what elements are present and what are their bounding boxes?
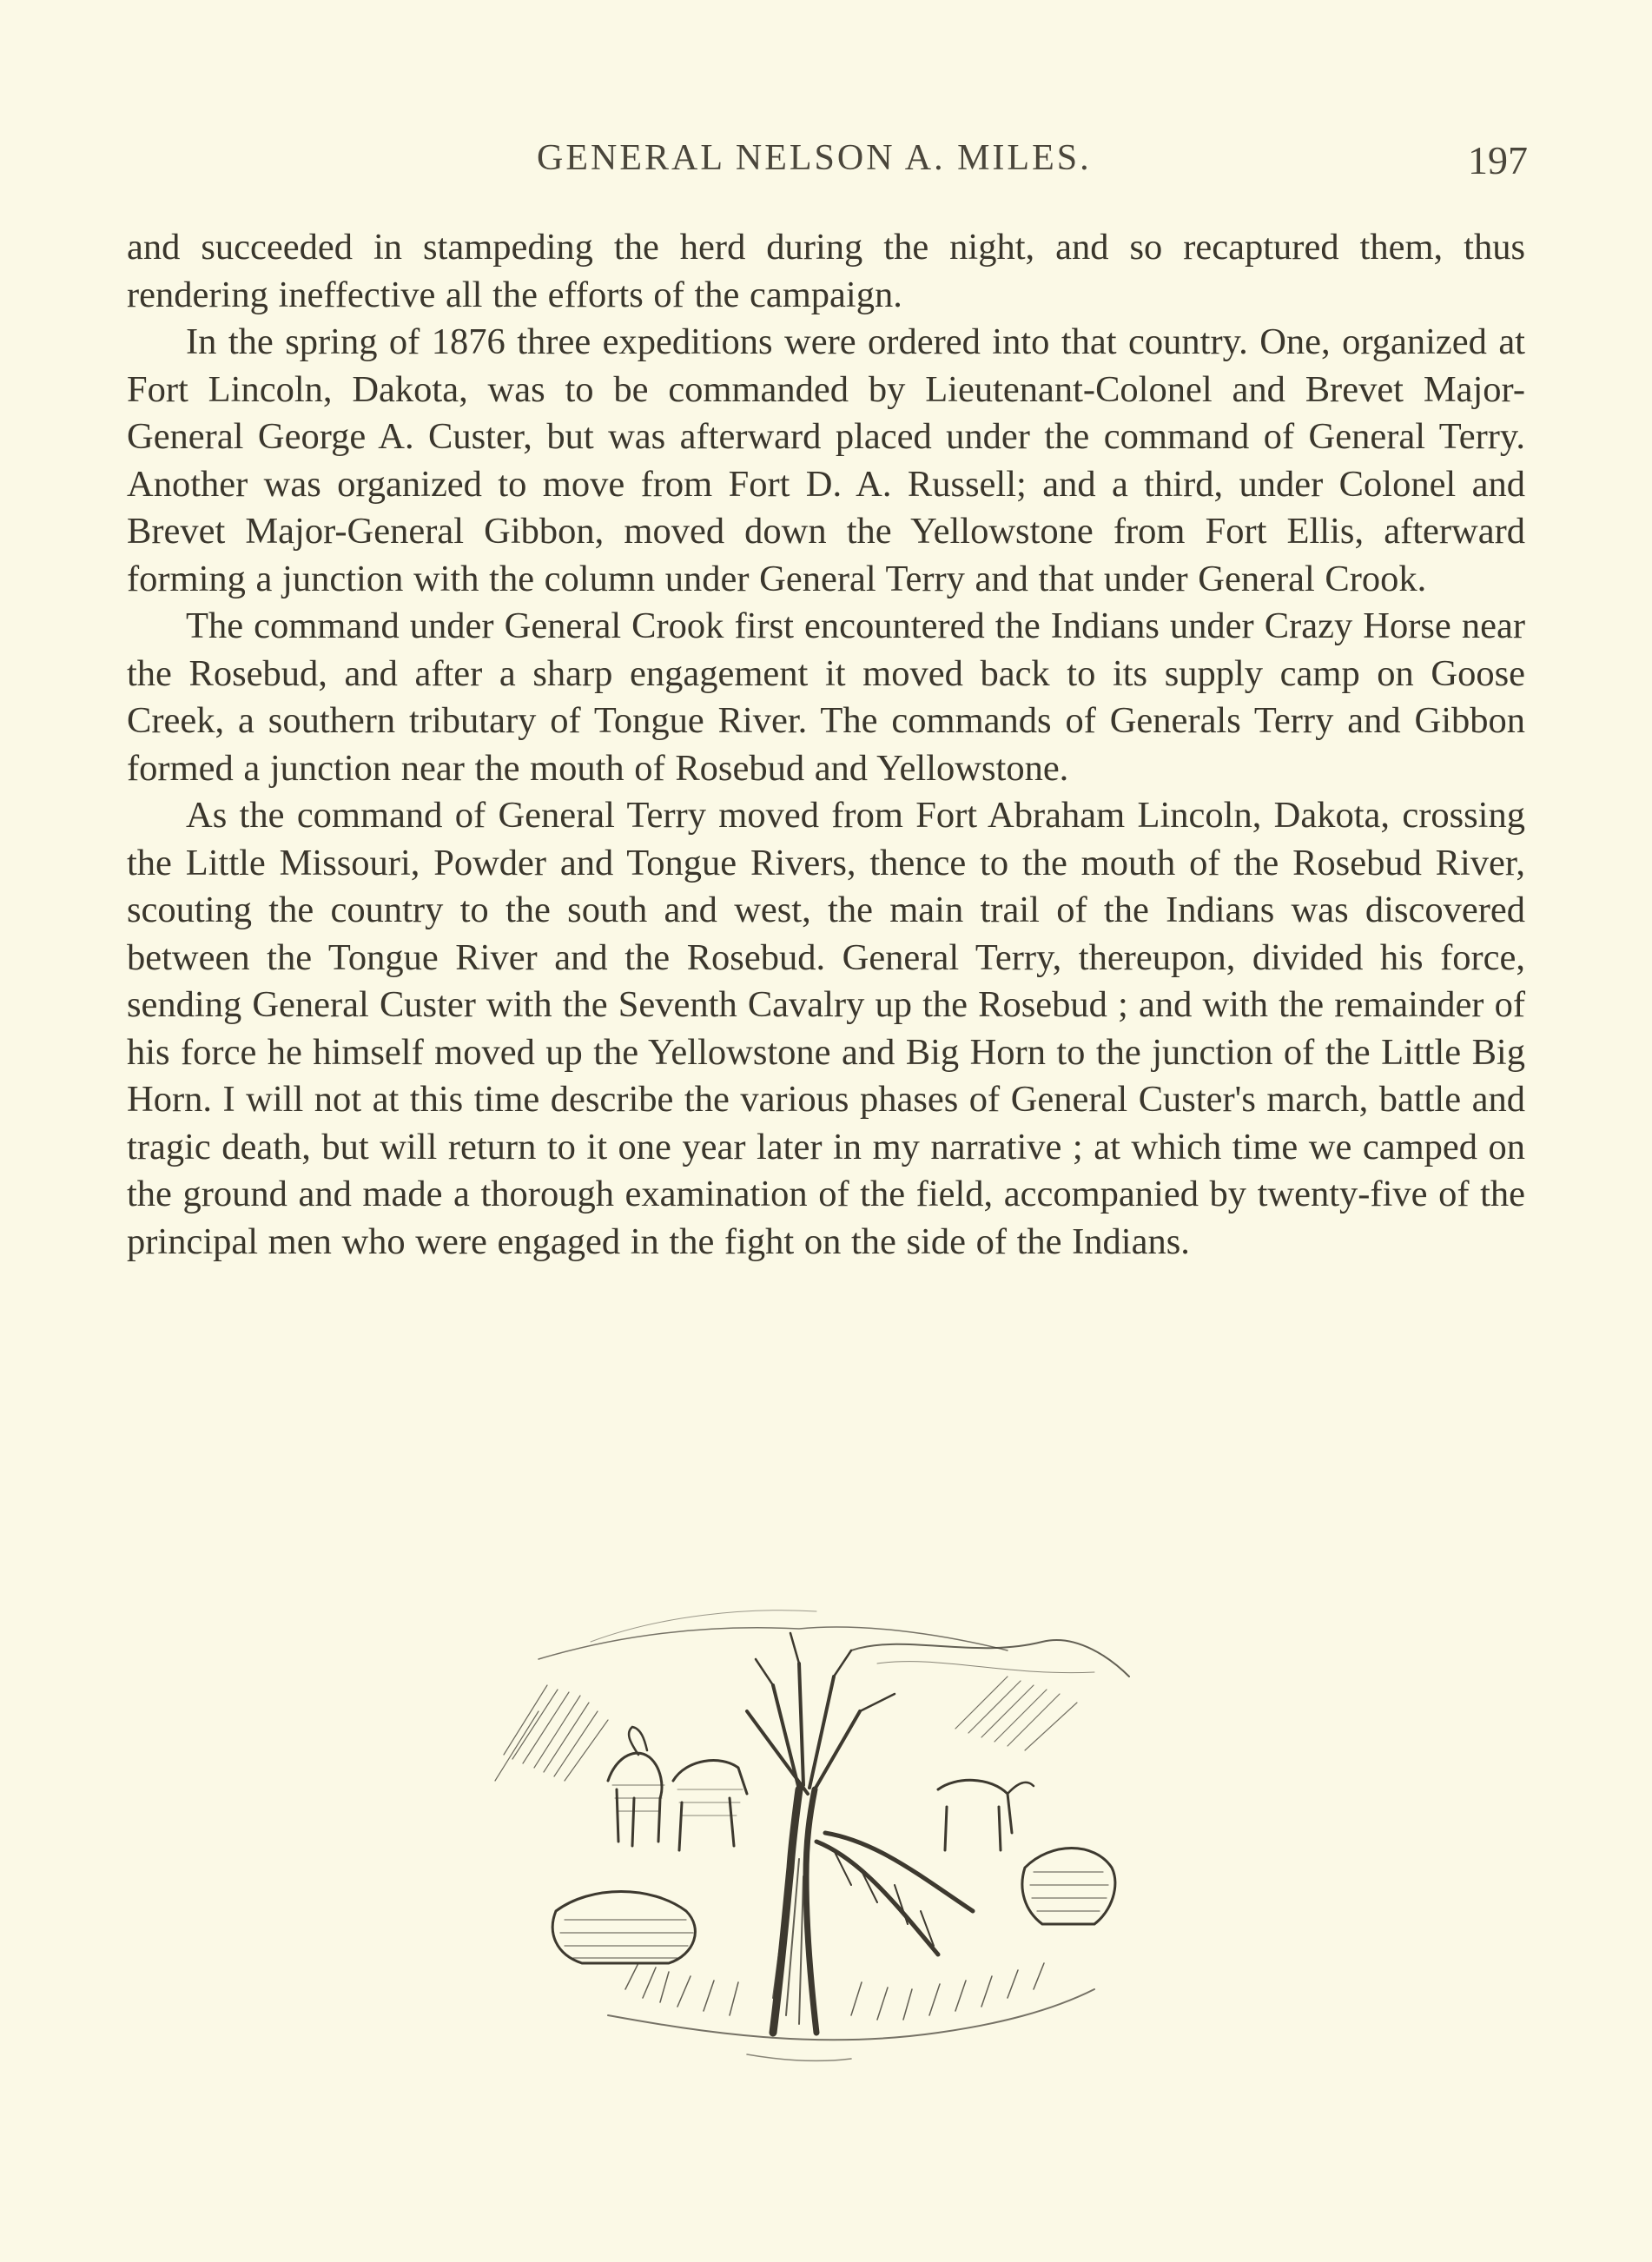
paragraph-4: As the command of General Terry moved from Fort Abraham Lincoln, Dakota, crossing the Little Missouri, Powder and Tongue Rivers, thence to the mouth of the Rosebud River, scouting the country to the south and west, the main trail of the Indians was discovered between the Tongue River and the Rosebud. General Terry, thereupon, divided his force, sending General Custer with the Seventh Cavalry up the Rosebud ; and with the remainder of his force he himself moved up the Yellowstone and Big Horn to the junction of the Little Big Horn. I will not at this time describe the various phases of General Custer's march, battle and tragic death, but will return to it one year later in my narrative ; at which time we camped on the ground and made a thorough examination of the field, accompanied by twenty-five of the principal men who were engaged in the fight on the side of the Indians. <box>127 795 1525 1262</box>
paragraph-1: and succeeded in stampeding the herd during the night, and so recaptured them, thus rendering ineffective all the efforts of the campaign. <box>127 227 1525 315</box>
paragraph-2: In the spring of 1876 three expeditions were ordered into that country. One, organized at Fort Lincoln, Dakota, was to be commanded by Lieutenant-Colonel and Brevet Major-General George A. Custer, but was afterward placed under the command of General Terry. Another was organized to move from Fort D. A. Russell; and a third, under Colonel and Brevet Major-General Gibbon, moved down the Yellowstone from Fort Ellis, afterward forming a junction with the column under General Terry and that under General Crook. <box>127 321 1525 599</box>
engraving-illustration <box>486 1581 1173 2067</box>
body-text <box>127 224 1525 1266</box>
paragraph-3: The command under General Crook first encountered the Indians under Crazy Horse near the Rosebud, and after a sharp engagement it moved back to its supply camp on Goose Creek, a southern tributary of Tongue River. The commands of Generals Terry and Gibbon formed a junction near the mouth of Rosebud and Yellowstone. <box>127 605 1525 789</box>
page-number: 197 <box>1468 138 1528 182</box>
running-title: GENERAL NELSON A. MILES. <box>537 138 1092 178</box>
